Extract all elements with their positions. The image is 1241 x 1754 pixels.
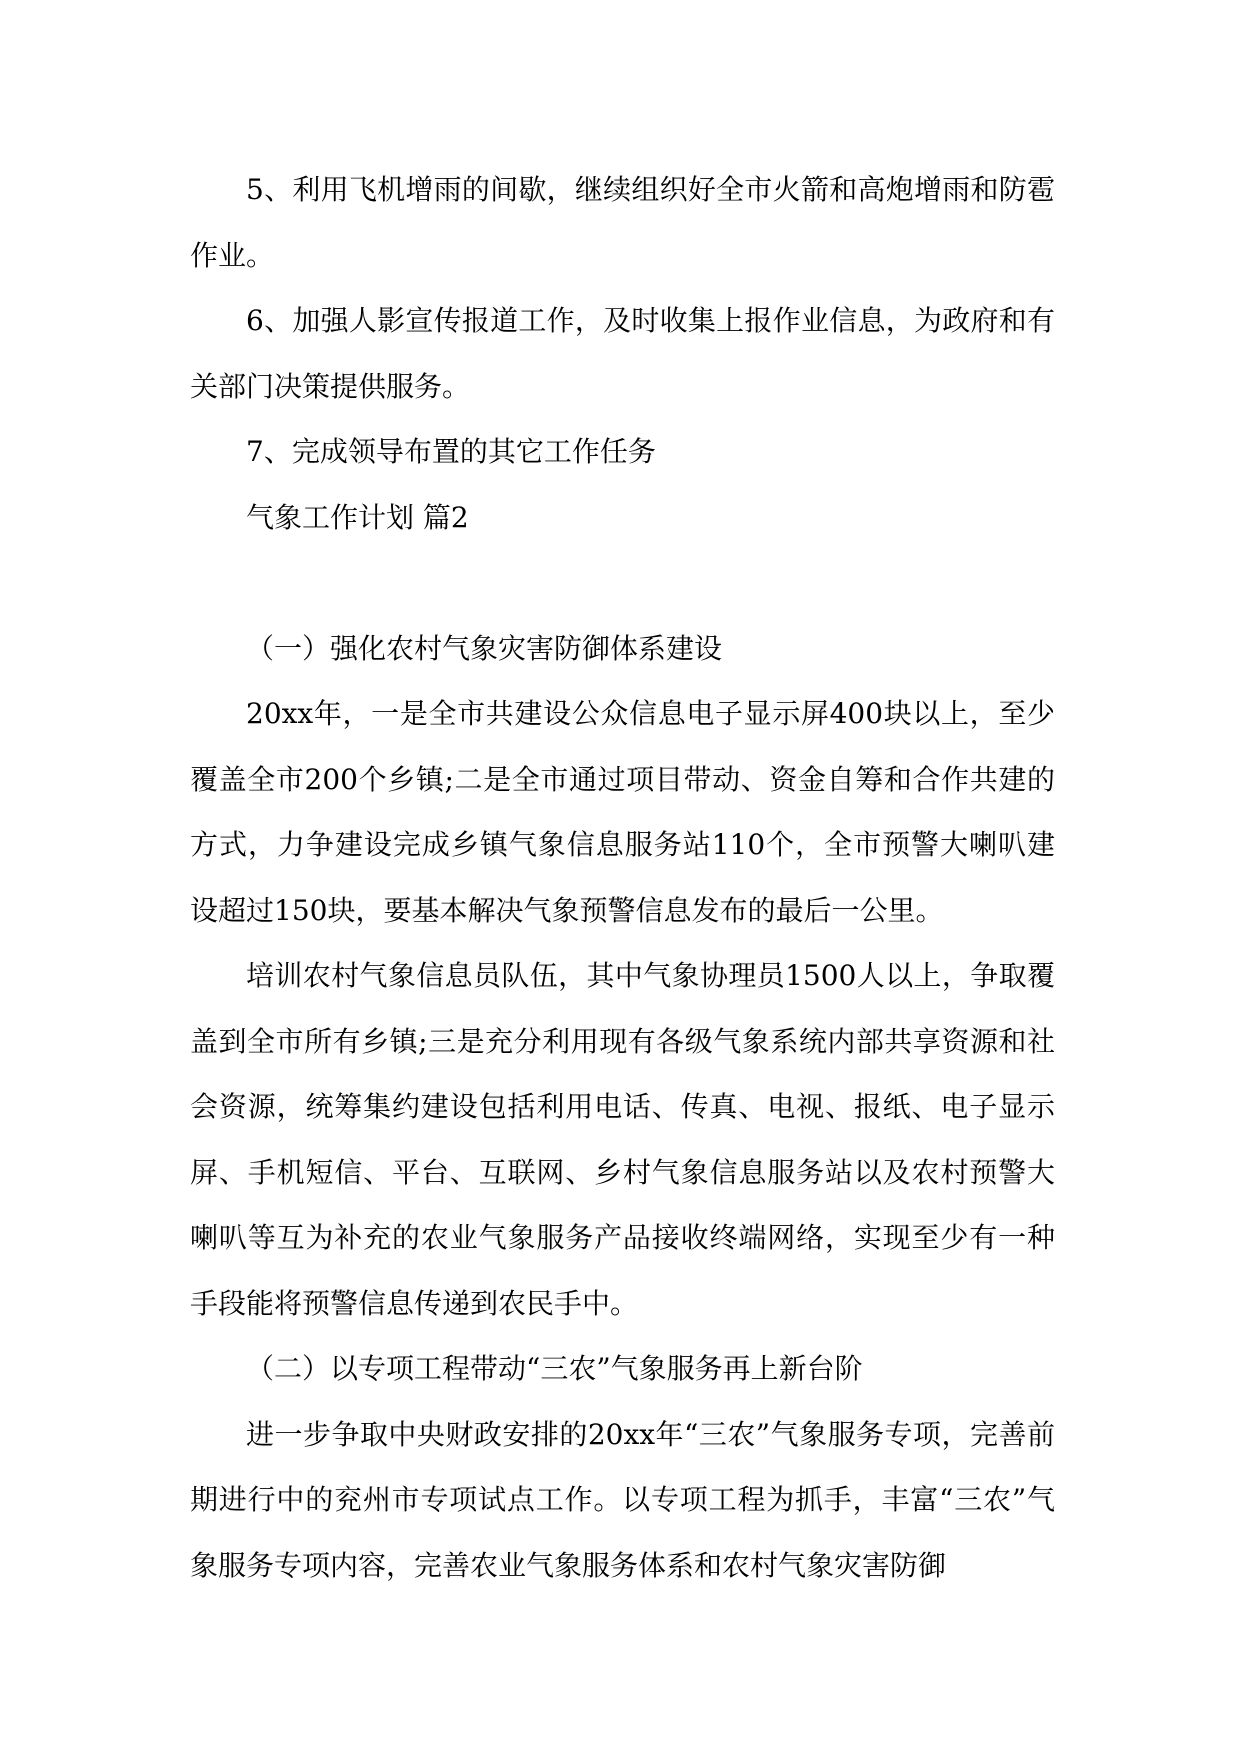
subheading-two: （二）以专项工程带动“三农”气象服务再上新台阶 [246,1352,863,1385]
subheading-one: （一）强化农村气象灾害防御体系建设 [246,631,723,665]
blank-line [190,550,1055,616]
paragraph-item-6: 6、加强人影宣传报道工作，及时收集上报作业信息，为政府和有关部门决策提供服务。 [190,304,1055,403]
paragraph-item-7: 7、完成领导布置的其它工作任务 [246,435,656,468]
paragraph-body-3: 进一步争取中央财政安排的20xx年“三农”气象服务专项，完善前期进行中的兖州市专项试点工作。以专项工程为抓手，丰富“三农”气象服务专项内容，完善农业气象服务体系和农村气象灾害防御 [190,1417,1055,1582]
section-title: 气象工作计划 篇2 [246,500,469,534]
paragraph-body-2: 培训农村气象信息员队伍，其中气象协理员1500人以上，争取覆盖到全市所有乡镇;三是充分利用现有各级气象系统内部共享资源和社会资源，统筹集约建设包括利用电话、传真、电视、报纸、电子显示屏、手机短信、平台、互联网、乡村气象信息服务站以及农村预警大喇叭等互为补充的农业气象服务产品接收终端网络，实现至少有一种手段能将预警信息传递到农民手中。 [190,959,1055,1320]
document-body [190,157,1055,1598]
paragraph-body-1: 20xx年，一是全市共建设公众信息电子显示屏400块以上，至少覆盖全市200个乡镇;二是全市通过项目带动、资金自筹和合作共建的方式，力争建设完成乡镇气象信息服务站110个，全市预警大喇叭建设超过150块，要基本解决气象预警信息发布的最后一公里。 [190,697,1055,927]
paragraph-item-5: 5、利用飞机增雨的间歇，继续组织好全市火箭和高炮增雨和防雹作业。 [190,173,1055,272]
